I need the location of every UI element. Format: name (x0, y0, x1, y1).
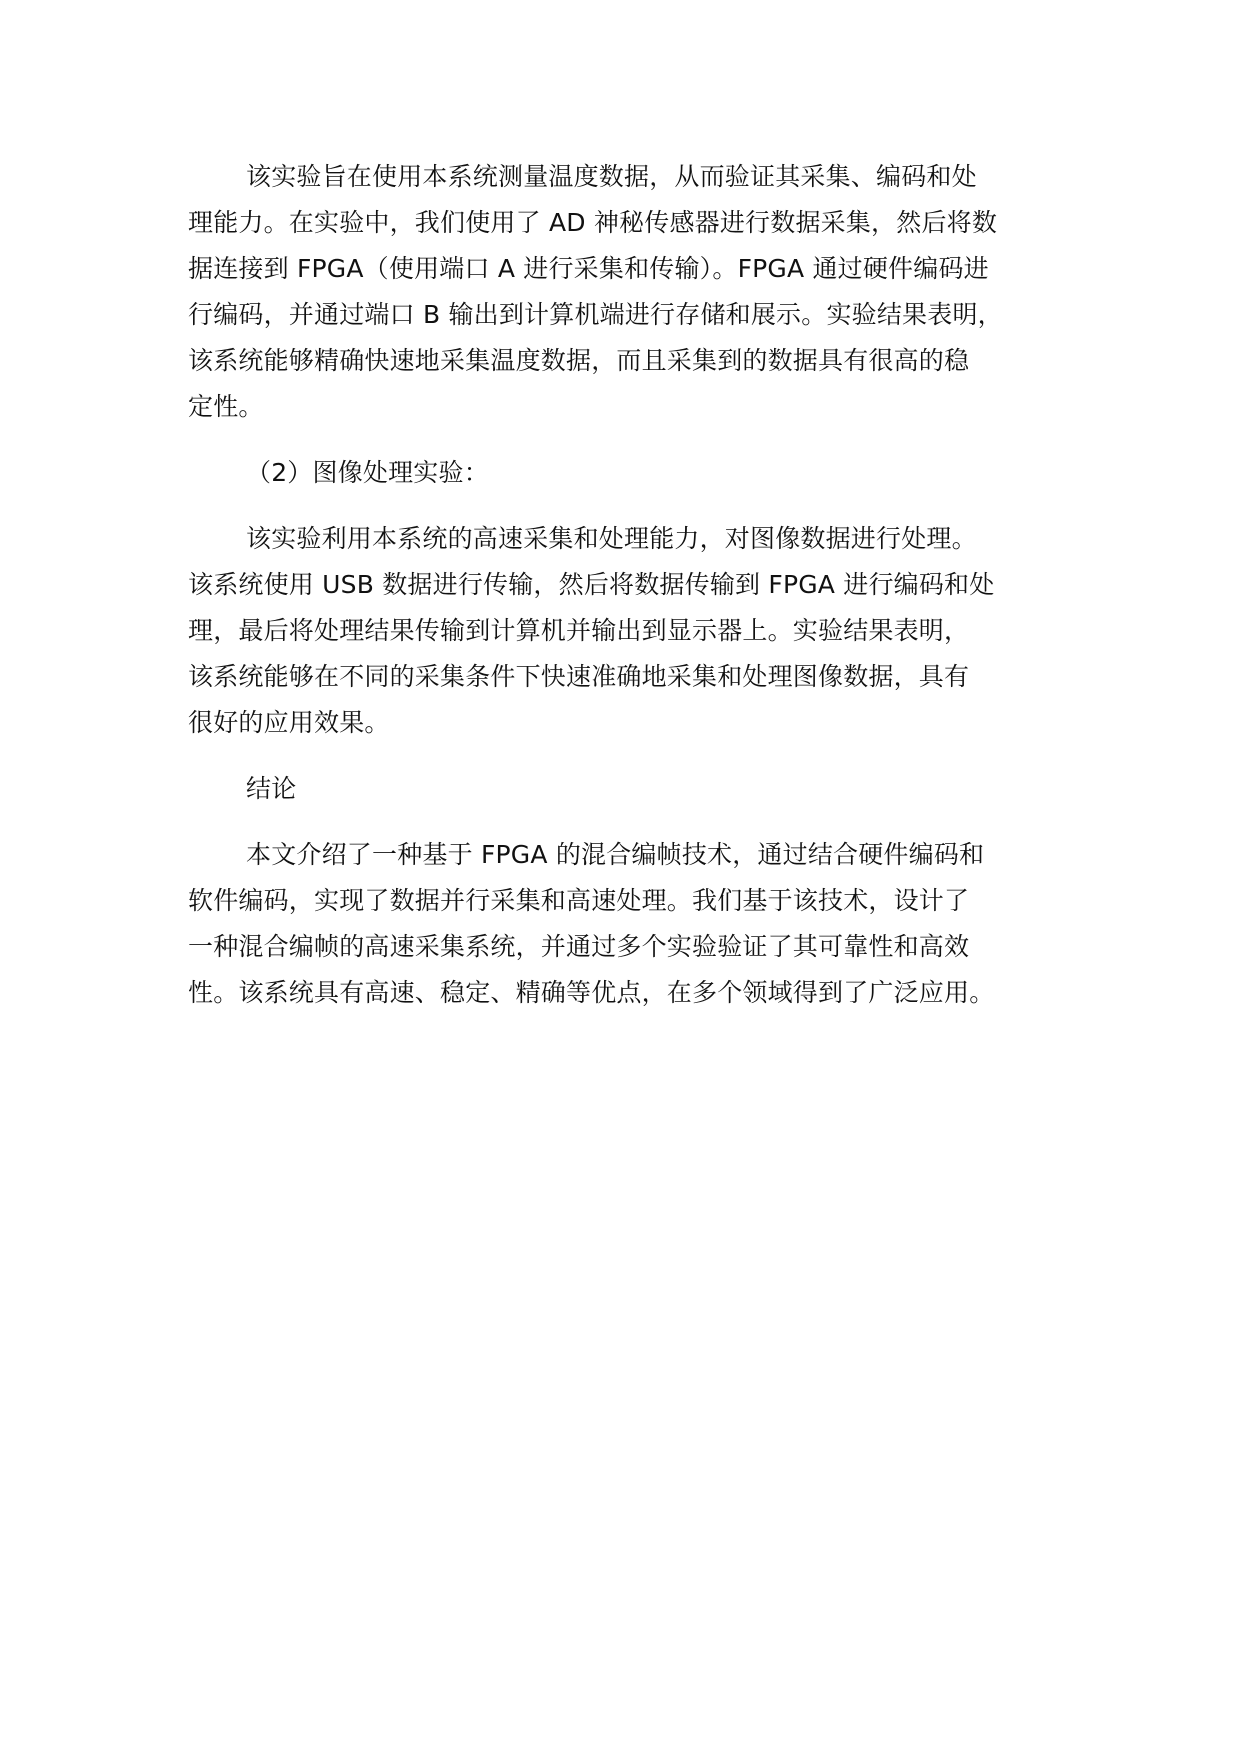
text-line: 理能力。在实验中，我们使用了 AD 神秘传感器进行数据采集，然后将数 (188, 208, 998, 237)
text-line: 该实验利用本系统的高速采集和处理能力，对图像数据进行处理。 (246, 524, 977, 553)
paragraph-temperature-experiment (188, 154, 1088, 430)
text-line: 本文介绍了一种基于 FPGA 的混合编帧技术，通过结合硬件编码和 (246, 840, 985, 869)
document-body (188, 154, 1088, 1036)
text-line: 该系统使用 USB 数据进行传输，然后将数据传输到 FPGA 进行编码和处 (188, 570, 995, 599)
heading-text: 结论 (246, 774, 297, 803)
text-line: 理，最后将处理结果传输到计算机并输出到显示器上。实验结果表明， (188, 616, 970, 645)
text-line: 软件编码，实现了数据并行采集和高速处理。我们基于该技术，设计了 (188, 886, 970, 915)
text-line: 很好的应用效果。 (188, 708, 390, 737)
text-line: 定性。 (188, 392, 264, 421)
text-line: 一种混合编帧的高速采集系统，并通过多个实验验证了其可靠性和高效 (188, 932, 970, 961)
text-line: 性。该系统具有高速、稳定、精确等优点，在多个领域得到了广泛应用。 (188, 978, 995, 1007)
text-line: 该系统能够精确快速地采集温度数据，而且采集到的数据具有很高的稳 (188, 346, 970, 375)
text-line: 据连接到 FPGA（使用端口 A 进行采集和传输）。FPGA 通过硬件编码进 (188, 254, 989, 283)
section-heading-conclusion (188, 766, 1088, 812)
text-line: 该系统能够在不同的采集条件下快速准确地采集和处理图像数据，具有 (188, 662, 970, 691)
text-line: 该实验旨在使用本系统测量温度数据，从而验证其采集、编码和处 (246, 162, 977, 191)
paragraph-image-processing (188, 516, 1088, 746)
heading-text: （2）图像处理实验： (246, 458, 489, 487)
paragraph-conclusion (188, 832, 1088, 1016)
text-line: 行编码，并通过端口 B 输出到计算机端进行存储和展示。实验结果表明， (188, 300, 1003, 329)
section-heading-image-processing (188, 450, 1088, 496)
